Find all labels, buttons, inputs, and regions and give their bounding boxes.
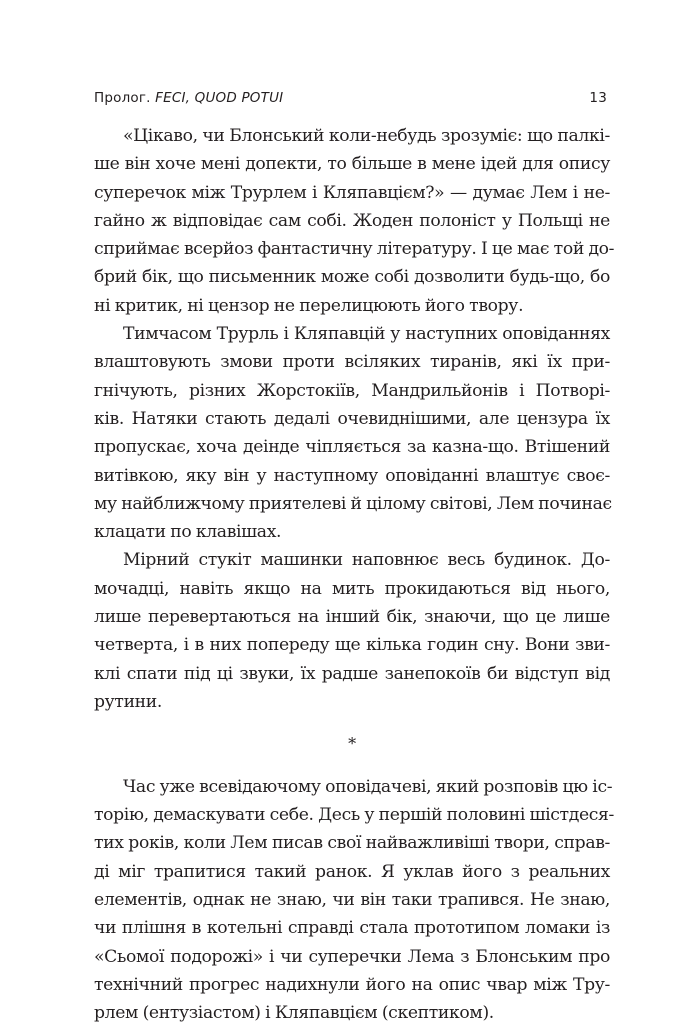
text-line: пропускає, хоча деінде чіпляється за казна-що. Втішений — [94, 437, 610, 458]
text-line: «Сьомої подорожі» і чи суперечки Лема з Блонським про — [94, 946, 610, 967]
section-prefix: Пролог. — [94, 90, 156, 106]
paragraph-3 — [94, 546, 610, 716]
text-line: ків. Натяки стають дедалі очевиднішими, але цензура їх — [94, 408, 610, 429]
text-line: чи плішня в котельні справді стала прототипом ломаки із — [94, 918, 610, 939]
text-line: четверта, і в них попереду ще кілька годин сну. Вони зви- — [94, 635, 610, 656]
text-line: витівкою, яку він у наступному оповіданні влаштує своє- — [94, 465, 610, 486]
text-line: Тимчасом Трурль і Кляпавцій у наступних оповіданнях — [123, 324, 610, 345]
text-line: суперечок між Трурлем і Кляпавцієм?» — думає Лем і не- — [94, 182, 610, 203]
text-line: му найближчому приятелеві й цілому світові, Лем починає — [94, 493, 612, 514]
text-line: ді міг трапитися такий ранок. Я уклав його з реальних — [94, 861, 610, 882]
text-line: мочадці, навіть якщо на мить прокидаються від нього, — [94, 578, 610, 599]
text-line: технічний прогрес надихнули його на опис чвар між Тру- — [94, 974, 610, 995]
section-title — [94, 90, 283, 106]
text-line: ні критик, ні цензор не перелицюють його твору. — [94, 295, 524, 316]
running-head — [94, 90, 607, 112]
page-number: 13 — [589, 90, 607, 106]
text-line: «Цікаво, чи Блонський коли-небудь зрозуміє: що палкі- — [123, 126, 610, 146]
section-subtitle: FECI, QUOD POTUI — [155, 90, 284, 106]
text-line: тих років, коли Лем писав свої найважливіші твори, справ- — [94, 833, 610, 854]
text-line: гайно ж відповідає сам собі. Жоден полоніст у Польщі не — [94, 210, 610, 231]
text-line: брий бік, що письменник може собі дозволити будь-що, бо — [94, 267, 610, 288]
body-text — [94, 122, 615, 1028]
paragraph-4 — [94, 773, 614, 1028]
text-line: сприймає всерйоз фантастичну літературу. І це має той до- — [94, 239, 615, 260]
text-line: рутини. — [94, 691, 163, 712]
text-line: влаштовують змови проти всіляких тиранів, які їх при- — [94, 352, 610, 373]
text-line: клацати по клавішах. — [94, 522, 282, 543]
section-separator: * — [348, 734, 356, 754]
text-line: лише перевертаються на інший бік, знаючи, що це лише — [94, 607, 610, 628]
text-line: ше він хоче мені допекти, то більше в мене ідей для опису — [94, 154, 610, 175]
text-line: елементів, однак не знаю, чи він таки трапився. Не знаю, — [94, 890, 610, 911]
paragraph-1 — [94, 122, 615, 320]
text-line: Час уже всевідаючому оповідачеві, який розповів цю іс- — [123, 776, 613, 797]
text-line: гнічують, різних Жорстокіїв, Мандрильйонів і Потворі- — [94, 380, 610, 401]
text-line: торію, демаскувати себе. Десь у першій половині шістдеся- — [94, 805, 614, 826]
text-line: рлем (ентузіастом) і Кляпавцієм (скептиком). — [94, 1003, 494, 1024]
text-line: Мірний стукіт машинки наповнює весь будинок. До- — [123, 550, 610, 571]
paragraph-2 — [94, 320, 610, 546]
text-line: клі спати під ці звуки, їх радше занепокоїв би відступ від — [94, 663, 610, 684]
